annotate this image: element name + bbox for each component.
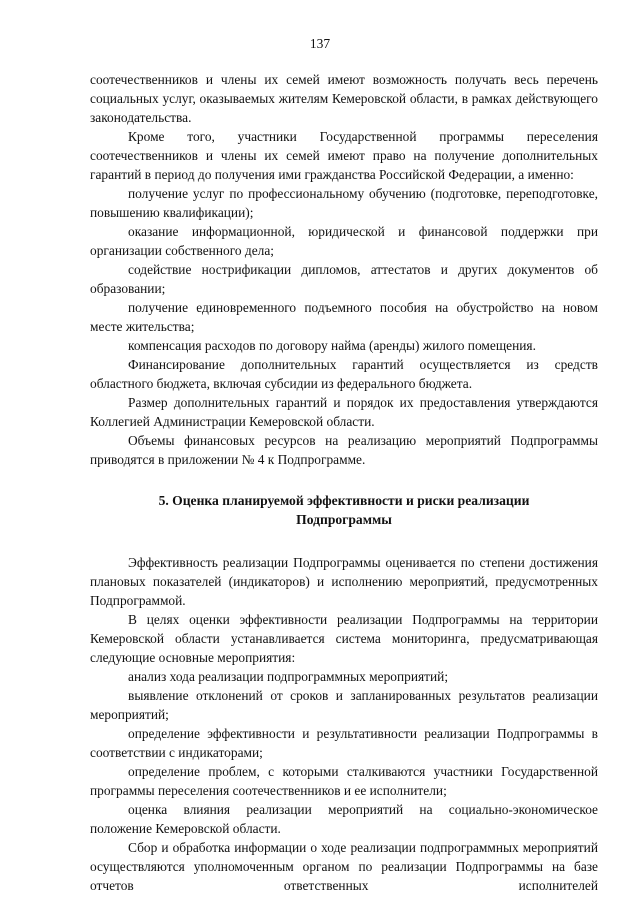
paragraph: соотечественников и члены их семей имеют возможность получать весь перечень социальных услуг, оказываемых жителям Кемеровской области, в рамках действующего законодательства. [90, 72, 598, 125]
paragraph: В целях оценки эффективности реализации Подпрограммы на территории Кемеровской области устанавливается система мониторинга, предусматривающая следующие основные мероприятия: [90, 612, 598, 665]
paragraph: получение единовременного подъемного пособия на обустройство на новом месте жительства; [90, 300, 598, 334]
paragraph: анализ хода реализации подпрограммных мероприятий; [128, 669, 449, 684]
paragraph: выявление отклонений от сроков и запланированных результатов реализации мероприятий; [90, 688, 598, 722]
paragraph: Финансирование дополнительных гарантий осуществляется из средств областного бюджета, включая субсидии из федерального бюджета. [90, 357, 598, 391]
paragraph: оценка влияния реализации мероприятий на социально-экономическое положение Кемеровской области. [90, 802, 598, 836]
paragraph: компенсация расходов по договору найма (аренды) жилого помещения. [128, 338, 536, 353]
page-number: 137 [309, 36, 331, 51]
paragraph: Эффективность реализации Подпрограммы оценивается по степени достижения плановых показателей (индикаторов) и исполнению мероприятий, предусмотренных Подпрограммой. [90, 555, 598, 608]
paragraph: содействие нострификации дипломов, аттестатов и других документов об образовании; [90, 262, 598, 296]
text-column [90, 70, 598, 895]
paragraph: определение эффективности и результативности реализации Подпрограммы в соответствии с индикаторами; [90, 726, 598, 760]
paragraph: Размер дополнительных гарантий и порядок их предоставления утверждаются Коллегией Администрации Кемеровской области. [90, 395, 598, 429]
paragraph: Объемы финансовых ресурсов на реализацию мероприятий Подпрограммы приводятся в приложении № 4 к Подпрограмме. [90, 433, 598, 467]
paragraph: Сбор и обработка информации о ходе реализации подпрограммных мероприятий осуществляются уполномоченным органом по реализации Подпрограммы на базе отчетов ответственных исполнителей [90, 840, 598, 893]
section-heading-line1: 5. Оценка планируемой эффективности и риски реализации [158, 493, 530, 508]
section-heading-line2: Подпрограммы [296, 512, 392, 527]
paragraph: получение услуг по профессиональному обучению (подготовке, переподготовке, повышению квалификации); [90, 186, 598, 220]
paragraph: определение проблем, с которыми сталкиваются участники Государственной программы переселения соотечественников и ее исполнители; [90, 764, 598, 798]
bottom-paragraphs [90, 553, 598, 895]
paragraph: оказание информационной, юридической и финансовой поддержки при организации собственного дела; [90, 224, 598, 258]
section-heading [90, 491, 598, 529]
top-paragraphs [90, 70, 598, 469]
paragraph: Кроме того, участники Государственной программы переселения соотечественников и члены их семей имеют право на получение дополнительных гарантий в период до получения ими гражданства Российской Федерации, а именно: [90, 129, 598, 182]
